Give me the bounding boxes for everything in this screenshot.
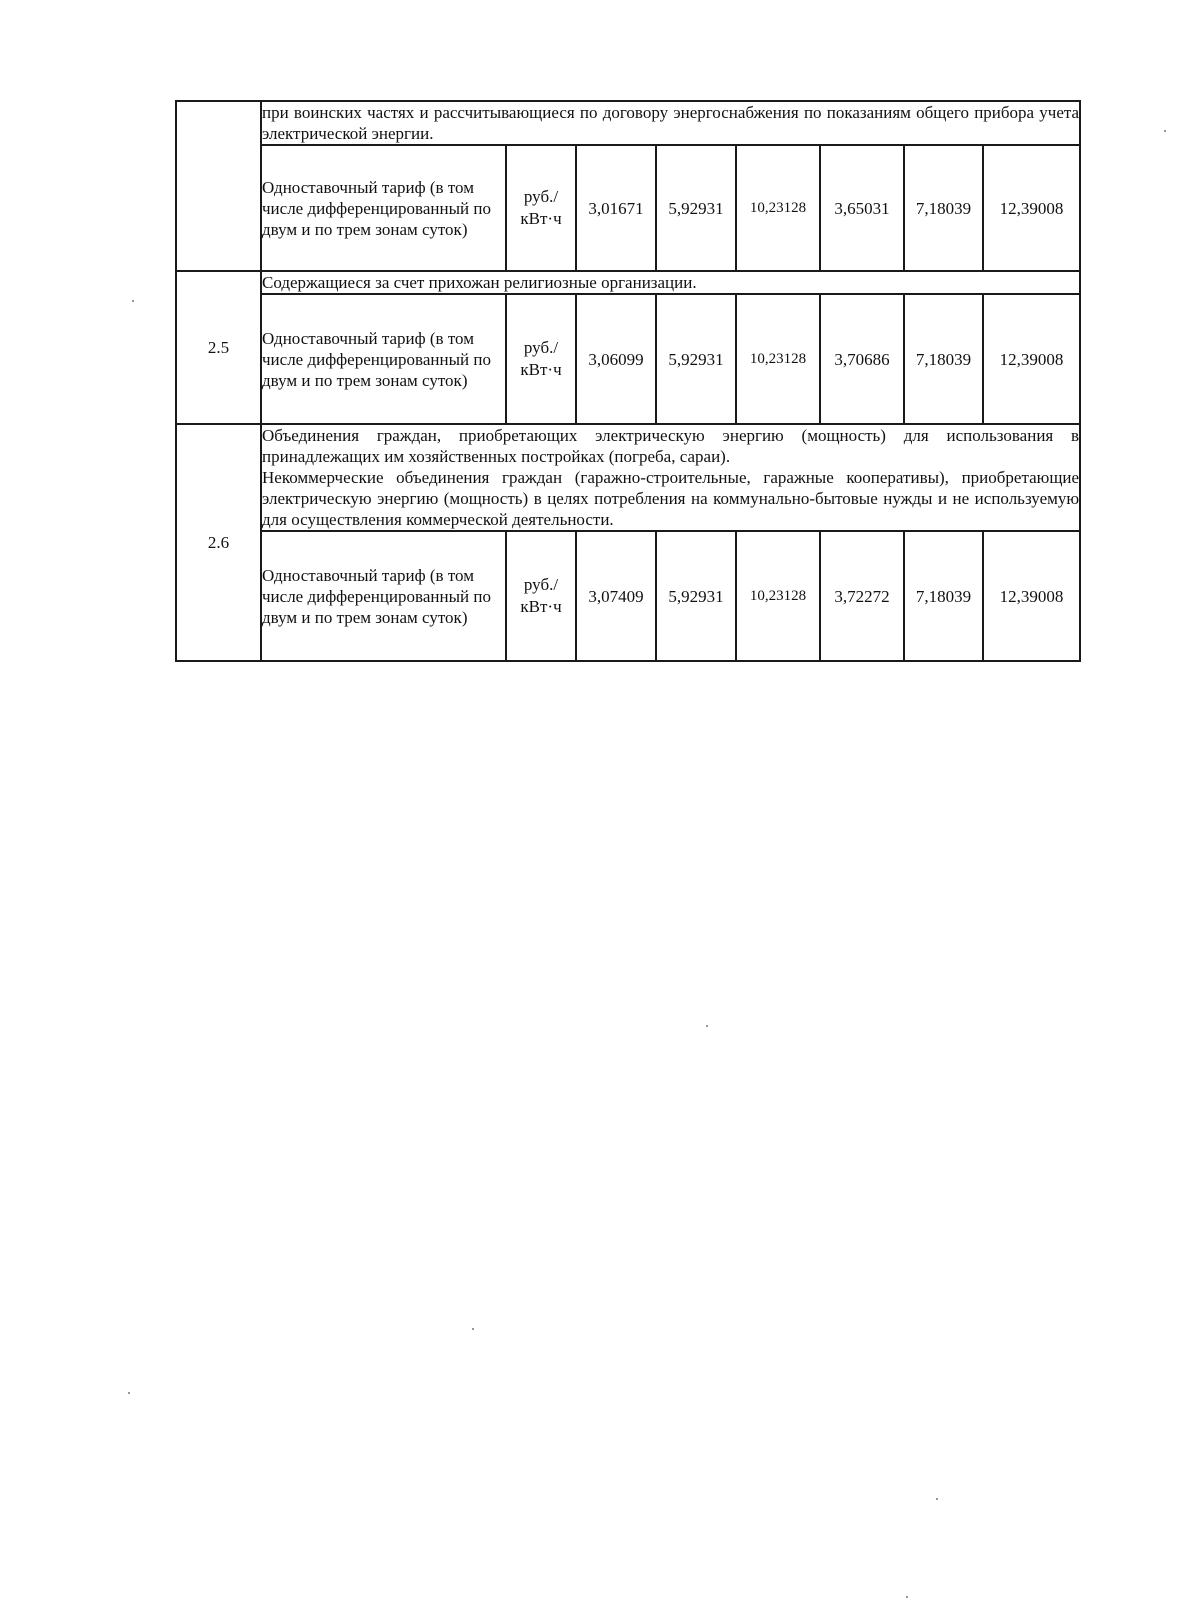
unit-cell: руб./ кВт·ч xyxy=(506,145,576,271)
tariff-value-cell: 3,06099 xyxy=(576,294,656,424)
tariff-label: Одноставочный тариф (в том числе дифференцированный по двум и по трем зонам суток) xyxy=(261,145,506,271)
tariff-value-cell: 12,39008 xyxy=(983,294,1080,424)
description-paragraph: Некоммерческие объединения граждан (гаражно-строительные, гаражные кооперативы), приобретающие электрическую энергию (мощность) в целях потребления на коммунально-бытовые нужды и не используемую для осуществления коммерческой деятельности. xyxy=(262,468,1080,529)
section-header-row xyxy=(176,271,1080,294)
unit-cell: руб./ кВт·ч xyxy=(506,531,576,661)
tariff-value-cell: 3,72272 xyxy=(820,531,904,661)
tariff-value-cell: 10,23128 xyxy=(736,145,820,271)
section-number: 2.6 xyxy=(176,424,261,661)
tariff-value-cell: 5,92931 xyxy=(656,531,736,661)
tariff-value-cell: 3,07409 xyxy=(576,531,656,661)
scan-speck xyxy=(128,1392,130,1394)
description-paragraph: Содержащиеся за счет прихожан религиозные организации. xyxy=(262,273,697,292)
tariff-value-cell: 12,39008 xyxy=(983,145,1080,271)
tariff-label: Одноставочный тариф (в том числе дифференцированный по двум и по трем зонам суток) xyxy=(261,294,506,424)
section-number: 2.5 xyxy=(176,271,261,424)
description-paragraph: при воинских частях и рассчитывающиеся по договору энергоснабжения по показаниям общего прибора учета электрической энергии. xyxy=(262,103,1080,143)
tariff-row xyxy=(176,294,1080,424)
tariff-value-cell: 7,18039 xyxy=(904,531,983,661)
scan-speck xyxy=(132,300,134,302)
section-header-row xyxy=(176,424,1080,531)
scan-speck xyxy=(936,1498,938,1500)
tariff-value-cell: 3,01671 xyxy=(576,145,656,271)
tariff-value-cell: 5,92931 xyxy=(656,294,736,424)
tariff-value-cell: 10,23128 xyxy=(736,294,820,424)
tariff-row xyxy=(176,145,1080,271)
tariff-value-cell: 10,23128 xyxy=(736,531,820,661)
tariff-value-cell: 5,92931 xyxy=(656,145,736,271)
tariff-value-cell: 7,18039 xyxy=(904,294,983,424)
section-description xyxy=(261,424,1080,531)
tariff-value-cell: 3,70686 xyxy=(820,294,904,424)
tariff-value-cell: 7,18039 xyxy=(904,145,983,271)
scan-speck xyxy=(706,1025,708,1027)
scan-speck xyxy=(906,1596,908,1598)
tariff-row xyxy=(176,531,1080,661)
description-paragraph: Объединения граждан, приобретающих электрическую энергию (мощность) для использования в принадлежащих им хозяйственных постройках (погреба, сараи). xyxy=(262,426,1080,466)
section-number xyxy=(176,101,261,271)
section-description xyxy=(261,271,1080,294)
tariff-table xyxy=(175,100,1081,662)
section-header-row xyxy=(176,101,1080,145)
unit-cell: руб./ кВт·ч xyxy=(506,294,576,424)
scan-speck xyxy=(1164,130,1166,132)
section-description xyxy=(261,101,1080,145)
tariff-label: Одноставочный тариф (в том числе дифференцированный по двум и по трем зонам суток) xyxy=(261,531,506,661)
scan-speck xyxy=(472,1328,474,1330)
tariff-value-cell: 3,65031 xyxy=(820,145,904,271)
tariff-value-cell: 12,39008 xyxy=(983,531,1080,661)
